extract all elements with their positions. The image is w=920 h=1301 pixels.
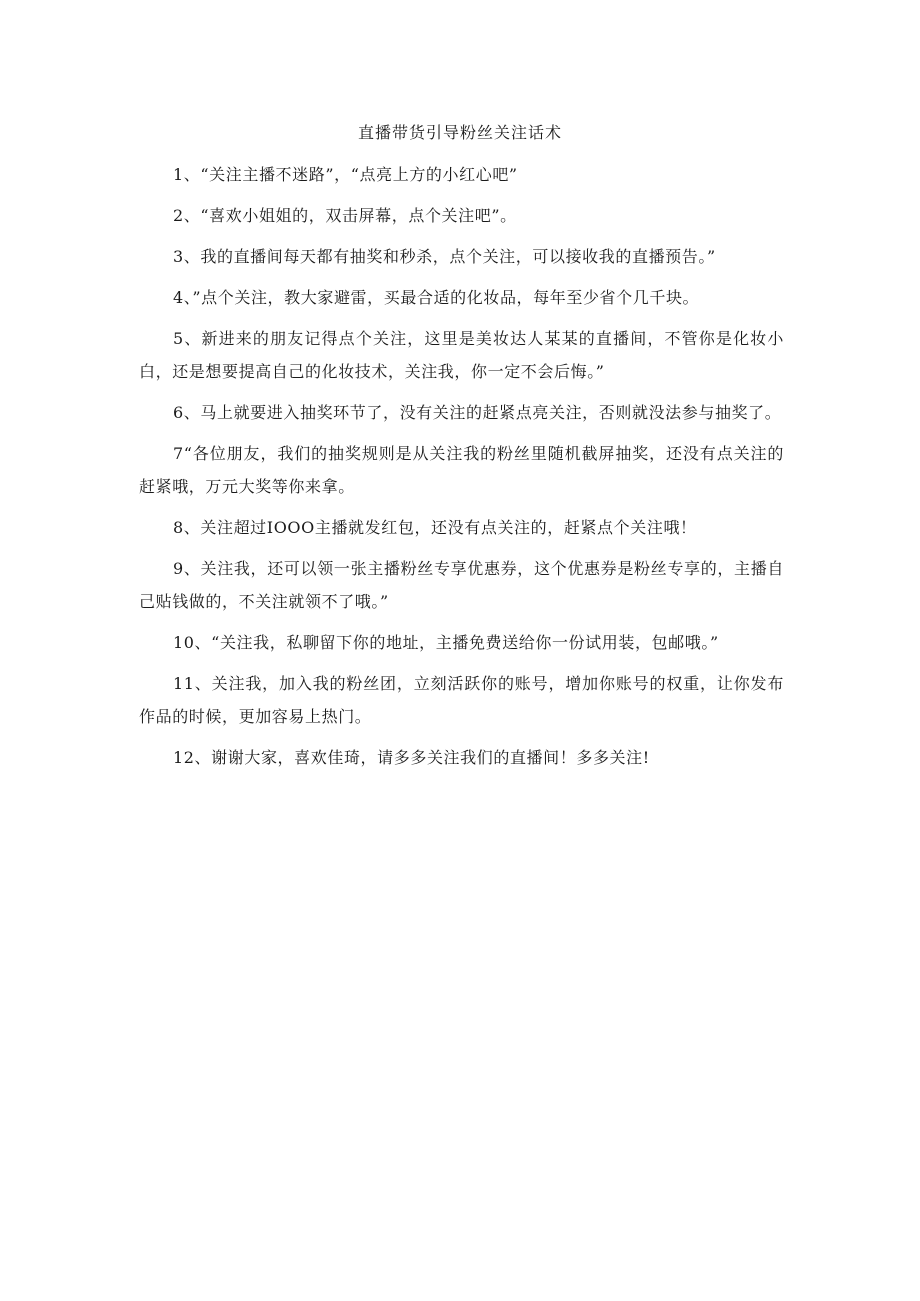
paragraph-5: 5、新进来的朋友记得点个关注，这里是美妆达人某某的直播间，不管你是化妆小白，还是想要提高自己的化妆技术，关注我，你一定不会后悔。” bbox=[139, 329, 784, 381]
paragraph-8: 8、关注超过IOOO主播就发红包，还没有点关注的，赶紧点个关注哦！ bbox=[173, 518, 697, 537]
paragraph-2: 2、“喜欢小姐姐的，双击屏幕，点个关注吧”。 bbox=[173, 206, 517, 225]
paragraph-11: 11、关注我，加入我的粉丝团，立刻活跃你的账号，增加你账号的权重，让你发布作品的时候，更加容易上热门。 bbox=[139, 674, 784, 726]
document-body bbox=[139, 158, 784, 782]
paragraph-7: 7“各位朋友，我们的抽奖规则是从关注我的粉丝里随机截屏抽奖，还没有点关注的赶紧哦，万元大奖等你来拿。 bbox=[139, 444, 784, 496]
paragraph-1: 1、“关注主播不迷路”，“点亮上方的小红心吧” bbox=[173, 165, 518, 184]
paragraph-9: 9、关注我，还可以领一张主播粉丝专享优惠券，这个优惠券是粉丝专享的，主播自己贴钱做的，不关注就领不了哦。” bbox=[139, 559, 784, 611]
paragraph-3: 3、我的直播间每天都有抽奖和秒杀，点个关注，可以接收我的直播预告。” bbox=[173, 247, 716, 266]
paragraph-4: 4、”点个关注，教大家避雷，买最合适的化妆品，每年至少省个几千块。 bbox=[173, 288, 700, 307]
paragraph-12: 12、谢谢大家，喜欢佳琦，请多多关注我们的直播间！多多关注! bbox=[173, 748, 650, 767]
document-title: 直播带货引导粉丝关注话术 bbox=[357, 123, 562, 142]
paragraph-6: 6、马上就要进入抽奖环节了，没有关注的赶紧点亮关注，否则就没法参与抽奖了。 bbox=[173, 403, 782, 422]
paragraph-10: 10、“关注我，私聊留下你的地址，主播免费送给你一份试用装，包邮哦。” bbox=[173, 633, 719, 652]
